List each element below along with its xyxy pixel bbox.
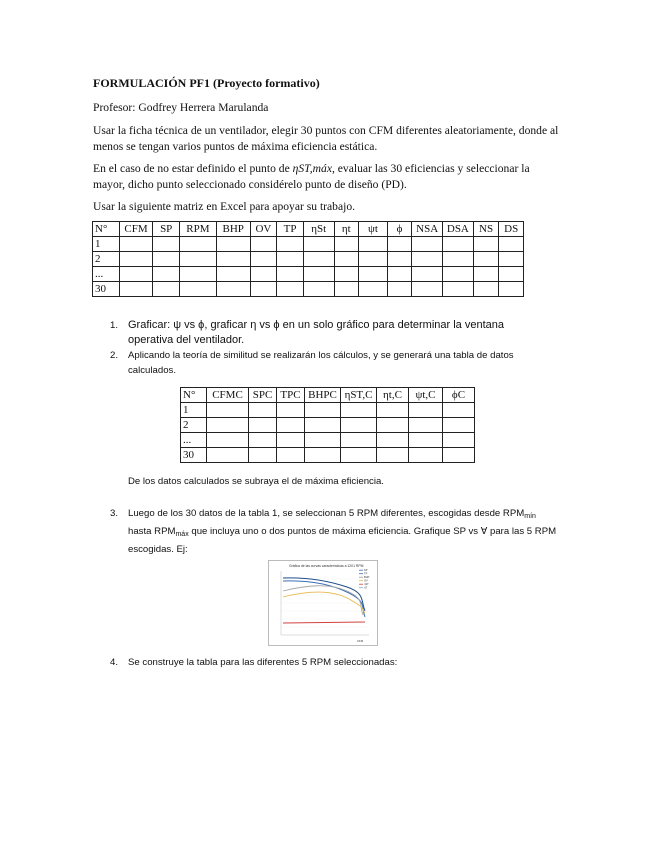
table-cell bbox=[277, 282, 304, 297]
professor-line: Profesor: Godfrey Herrera Marulanda bbox=[93, 101, 269, 114]
table-cell bbox=[409, 448, 443, 463]
table-cell: 2 bbox=[93, 252, 120, 267]
table-cell bbox=[207, 418, 249, 433]
table-cell: N° bbox=[93, 222, 120, 237]
table-cell bbox=[119, 282, 153, 297]
instruction-paragraph-2: En el caso de no estar definido el punto de ηST,máx, evaluar las 30 eficiencias y seleccionar la mayor, dicho punto seleccionado considérelo punto de diseño (PD). bbox=[93, 162, 530, 191]
table-cell bbox=[249, 433, 277, 448]
table-cell bbox=[473, 252, 499, 267]
table-cell bbox=[499, 267, 524, 282]
table-cell bbox=[277, 448, 305, 463]
characteristic-curves-chart bbox=[268, 560, 378, 646]
table-cell bbox=[277, 237, 304, 252]
table-cell bbox=[409, 403, 443, 418]
table-cell bbox=[443, 237, 474, 252]
table-cell: ηSt bbox=[303, 222, 334, 237]
list-item-1: 1. Graficar: ψ vs ϕ, graficar η vs ϕ en un solo gráfico para determinar la ventana operativa del ventilador. bbox=[110, 319, 504, 346]
legend-label: ηT bbox=[364, 586, 368, 590]
table-cell bbox=[207, 448, 249, 463]
max-efficiency-note: De los datos calculados se subraya el de máxima eficiencia. bbox=[128, 476, 384, 487]
table-cell bbox=[387, 237, 412, 252]
table-cell bbox=[303, 282, 334, 297]
table-cell bbox=[305, 418, 341, 433]
table-cell bbox=[119, 267, 153, 282]
instruction-paragraph-1: Usar la ficha técnica de un ventilador, elegir 30 puntos con CFM diferentes aleatoriamente, donde al menos se tengan varios puntos de máxima eficiencia estática. bbox=[93, 124, 559, 153]
data-matrix-table bbox=[92, 221, 524, 297]
table-cell bbox=[180, 282, 217, 297]
table-cell: CFMC bbox=[207, 388, 249, 403]
table-cell: TP bbox=[277, 222, 304, 237]
table-cell bbox=[409, 418, 443, 433]
table-row bbox=[181, 448, 475, 463]
table-cell bbox=[207, 403, 249, 418]
table-cell bbox=[249, 418, 277, 433]
table-cell bbox=[359, 252, 388, 267]
table-cell bbox=[277, 267, 304, 282]
chart-series-eta-st bbox=[283, 622, 365, 623]
table-cell bbox=[153, 252, 180, 267]
table-cell bbox=[412, 237, 443, 252]
table-cell: ϕC bbox=[443, 388, 475, 403]
table-cell bbox=[409, 433, 443, 448]
table-cell bbox=[377, 418, 409, 433]
legend-label: TP bbox=[364, 572, 368, 576]
table-cell bbox=[334, 252, 359, 267]
table-cell: 2 bbox=[181, 418, 207, 433]
table-row bbox=[93, 267, 524, 282]
chart-title: Gráfica de las curvas características a 1201 RPM bbox=[289, 564, 364, 568]
table-cell: ηST,C bbox=[341, 388, 377, 403]
table-cell: CFM bbox=[119, 222, 153, 237]
legend-label: ηST bbox=[364, 583, 369, 586]
table-cell bbox=[412, 252, 443, 267]
table-cell bbox=[412, 267, 443, 282]
table-cell bbox=[359, 282, 388, 297]
legend-label: BHP bbox=[364, 576, 370, 579]
list-item-4: 4. Se construye la tabla para las diferentes 5 RPM seleccionadas: bbox=[110, 657, 398, 668]
legend-label: SP bbox=[364, 569, 368, 572]
table-cell: 1 bbox=[181, 403, 207, 418]
table-row bbox=[93, 252, 524, 267]
table-cell bbox=[334, 282, 359, 297]
table-cell bbox=[412, 282, 443, 297]
table-cell bbox=[250, 282, 277, 297]
calculated-data-table bbox=[180, 387, 475, 463]
table-cell bbox=[250, 252, 277, 267]
table-cell bbox=[473, 267, 499, 282]
document-title: FORMULACIÓN PF1 (Proyecto formativo) bbox=[93, 76, 320, 90]
table-cell bbox=[153, 237, 180, 252]
table-row bbox=[93, 237, 524, 252]
table-cell: ψt,C bbox=[409, 388, 443, 403]
table-cell: DS bbox=[499, 222, 524, 237]
table-cell bbox=[443, 252, 474, 267]
instruction-paragraph-3: Usar la siguiente matriz en Excel para apoyar su trabajo. bbox=[93, 200, 356, 213]
table-cell bbox=[305, 433, 341, 448]
table-cell bbox=[443, 418, 475, 433]
table-cell bbox=[443, 267, 474, 282]
table-header-row bbox=[93, 222, 524, 237]
table-cell: NS bbox=[473, 222, 499, 237]
table-cell bbox=[180, 267, 217, 282]
table-cell: N° bbox=[181, 388, 207, 403]
table-cell: ηt bbox=[334, 222, 359, 237]
table-cell bbox=[473, 282, 499, 297]
list-item-3: 3. Luego de los 30 datos de la tabla 1, se seleccionan 5 RPM diferentes, escogidas desde $RPM_{mín}$ hasta $RPM_{máx}$ que incluya uno o dos puntos de máxima eficiencia. Grafique SP vs ∀ para las 5 RPM escogidas. Ej: bbox=[110, 508, 557, 555]
table-cell bbox=[153, 267, 180, 282]
table-cell bbox=[216, 237, 250, 252]
table-cell: ... bbox=[93, 267, 120, 282]
table-cell bbox=[377, 403, 409, 418]
table-row bbox=[181, 418, 475, 433]
table-cell bbox=[216, 252, 250, 267]
table-cell: 30 bbox=[181, 448, 207, 463]
table-cell: ... bbox=[181, 433, 207, 448]
table-cell bbox=[443, 282, 474, 297]
table-cell: RPM bbox=[180, 222, 217, 237]
table-cell bbox=[359, 237, 388, 252]
table-cell bbox=[180, 252, 217, 267]
table-cell bbox=[387, 252, 412, 267]
table-cell bbox=[216, 282, 250, 297]
table-cell bbox=[303, 267, 334, 282]
table-cell bbox=[341, 403, 377, 418]
table-cell: TPC bbox=[277, 388, 305, 403]
table-cell bbox=[334, 237, 359, 252]
chart-x-label: CFM bbox=[357, 639, 364, 643]
table-cell bbox=[277, 418, 305, 433]
table-cell bbox=[250, 237, 277, 252]
table-cell bbox=[303, 252, 334, 267]
table-cell bbox=[443, 433, 475, 448]
table-cell bbox=[277, 252, 304, 267]
table-cell bbox=[341, 448, 377, 463]
legend-label: OV bbox=[364, 579, 368, 583]
table-cell: ψt bbox=[359, 222, 388, 237]
eta-st-max-symbol: ηST,máx bbox=[292, 162, 332, 175]
table-cell bbox=[377, 433, 409, 448]
table-cell bbox=[499, 237, 524, 252]
table-cell bbox=[305, 448, 341, 463]
table-cell bbox=[499, 282, 524, 297]
table-cell bbox=[341, 418, 377, 433]
table-cell bbox=[207, 433, 249, 448]
table-header-row bbox=[181, 388, 475, 403]
table-cell bbox=[216, 267, 250, 282]
table-cell bbox=[334, 267, 359, 282]
table-cell bbox=[305, 403, 341, 418]
table-cell bbox=[377, 448, 409, 463]
table-cell: ϕ bbox=[387, 222, 412, 237]
table-row bbox=[93, 282, 524, 297]
table-cell: OV bbox=[250, 222, 277, 237]
table-row bbox=[181, 403, 475, 418]
table-cell bbox=[277, 433, 305, 448]
table-cell bbox=[119, 237, 153, 252]
table-cell bbox=[443, 448, 475, 463]
table-cell bbox=[443, 403, 475, 418]
table-cell bbox=[341, 433, 377, 448]
table-cell: BHPC bbox=[305, 388, 341, 403]
table-cell: BHP bbox=[216, 222, 250, 237]
table-cell bbox=[277, 403, 305, 418]
table-cell bbox=[473, 237, 499, 252]
table-cell bbox=[359, 267, 388, 282]
table-cell bbox=[303, 237, 334, 252]
table-cell: SP bbox=[153, 222, 180, 237]
table-cell bbox=[153, 282, 180, 297]
table-cell bbox=[249, 403, 277, 418]
table-cell bbox=[180, 237, 217, 252]
table-cell bbox=[119, 252, 153, 267]
table-cell: ηt,C bbox=[377, 388, 409, 403]
table-cell: DSA bbox=[443, 222, 474, 237]
table-cell: SPC bbox=[249, 388, 277, 403]
table-cell: NSA bbox=[412, 222, 443, 237]
table-cell bbox=[499, 252, 524, 267]
table-cell bbox=[387, 282, 412, 297]
table-cell bbox=[387, 267, 412, 282]
list-item-2: 2. Aplicando la teoría de similitud se realizarán los cálculos, y se generará una tabla de datos calculados. bbox=[110, 350, 514, 376]
table-cell bbox=[249, 448, 277, 463]
table-cell: 30 bbox=[93, 282, 120, 297]
table-cell bbox=[250, 267, 277, 282]
table-cell: 1 bbox=[93, 237, 120, 252]
table-row bbox=[181, 433, 475, 448]
